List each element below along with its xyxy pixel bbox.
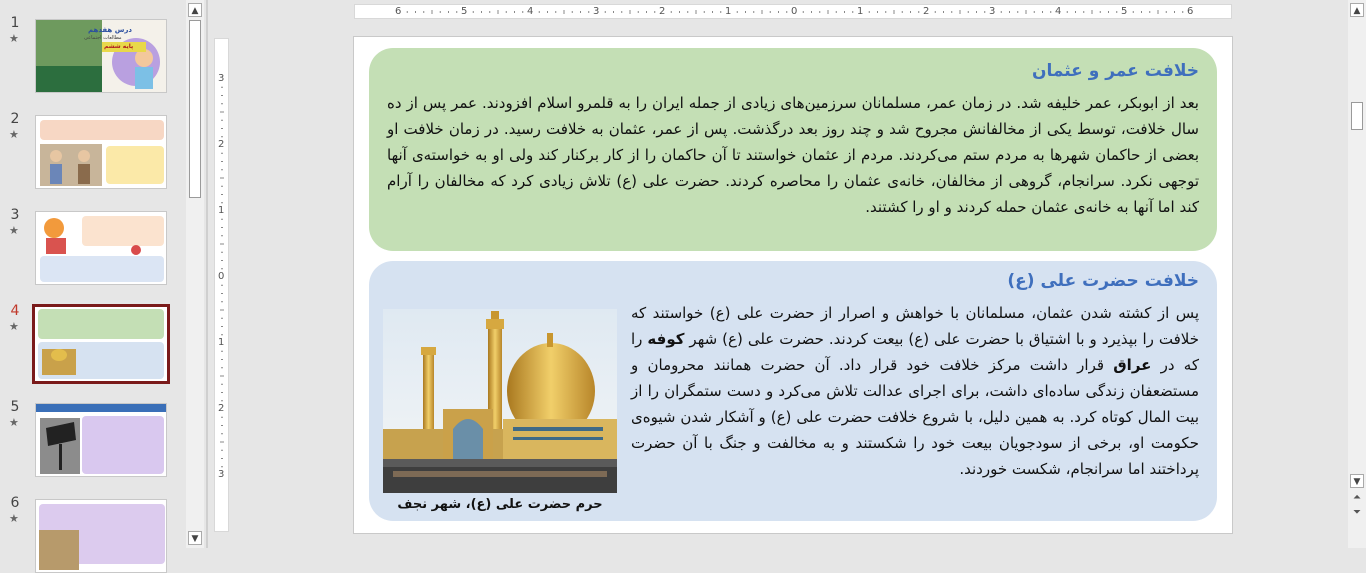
thumbnail-scrollbar[interactable]	[186, 0, 204, 548]
next-slide-icon[interactable]: ⏷	[1353, 507, 1361, 518]
ruler-label: 6	[395, 6, 402, 17]
animation-star-icon: ★	[9, 224, 19, 237]
ruler-label: 2	[218, 139, 225, 150]
thumbnail-row-4[interactable]	[0, 303, 186, 389]
previous-slide-icon[interactable]: ⏶	[1353, 492, 1361, 503]
ruler-label: 3	[593, 6, 600, 17]
thumbnail-1-title: درس هفدهم	[88, 26, 132, 34]
ruler-label: 1	[218, 205, 225, 216]
slide-number: 6	[10, 495, 20, 511]
slide-number: 1	[10, 15, 20, 31]
pane-splitter[interactable]	[206, 0, 208, 548]
ruler-label: 2	[659, 6, 666, 17]
ruler-label: 0	[791, 6, 798, 17]
horizontal-ruler	[354, 4, 1232, 19]
slide-number: 4	[10, 303, 20, 319]
scroll-up-arrow-icon[interactable]: ▲	[188, 3, 202, 17]
slide-number: 5	[10, 399, 20, 415]
ruler-label: 1	[857, 6, 864, 17]
ruler-label: 5	[461, 6, 468, 17]
ruler-label: 5	[1121, 6, 1128, 17]
ruler-label: 6	[1187, 6, 1194, 17]
slide-thumbnail-pane	[0, 0, 186, 548]
box1-paragraph: بعد از ابوبکر، عمر خلیفه شد. در زمان عمر، مسلمانان سرزمین‌های زیادی از جمله ایران را به قلمرو اسلام افزودند. عمر پس از ده سال خلافت، توسط یکی از مخالفانش مجروح شد و چند روز بعد درگذشت. پس از عمر، عثمان به خلافت رسید. در زمان خلافت او بعضی از حاکمان شهرها به مردم ستم می‌کردند. مردم از عثمان خواستند تا آن حاکمان را از کار برکنار کند ولی او به خواسته‌ی آنها توجهی نکرد. سرانجام، گروهی از مخالفان، خانه‌ی عثمان را محاصره کردند. حضرت علی (ع) تلاش زیادی کرد که مخالفان را آرام کند اما آنها به خانه‌ی عثمان حمله کردند و او را کشتند.	[387, 94, 1199, 216]
box2-text-1: پس از کشته شدن عثمان، مسلمانان با خواهش و اصرار از حضرت علی (ع) خواستند که خلافت را بپذیرد و با اشتیاق با حضرت علی (ع) بیعت کردند. حضرت علی (ع) شهر	[631, 304, 1199, 348]
scroll-up-arrow-icon[interactable]: ▲	[1350, 3, 1364, 17]
scroll-down-arrow-icon[interactable]: ▼	[1350, 474, 1364, 488]
ruler-label: 0	[218, 271, 225, 282]
box2-bold-kufa: کوفه	[647, 330, 685, 348]
slide-number: 2	[10, 111, 20, 127]
thumbnail-6-graphic	[36, 500, 167, 573]
ruler-ticks	[215, 39, 230, 533]
thumbnail-5-graphic	[36, 404, 167, 477]
thumbnail-row-3[interactable]	[0, 207, 186, 291]
ruler-label: 1	[218, 337, 225, 348]
animation-star-icon: ★	[9, 32, 19, 45]
scrollbar-thumb[interactable]	[1351, 102, 1363, 130]
box2-paragraph	[631, 300, 1199, 482]
imam-ali-shrine-image	[383, 309, 617, 493]
thumbnail-row-2[interactable]	[0, 111, 186, 195]
ruler-label: 2	[923, 6, 930, 17]
editor-scrollbar[interactable]	[1348, 0, 1366, 548]
thumbnail-3-graphic	[36, 212, 167, 285]
thumbnail-4-graphic	[35, 307, 167, 381]
animation-star-icon: ★	[9, 320, 19, 333]
slide-thumbnail-3[interactable]	[35, 211, 167, 285]
caliphate-umar-uthman-box[interactable]	[369, 48, 1217, 251]
animation-star-icon: ★	[9, 128, 19, 141]
shrine-photo[interactable]	[383, 309, 617, 493]
slide-thumbnail-6[interactable]	[35, 499, 167, 573]
slide-thumbnail-2[interactable]	[35, 115, 167, 189]
box2-bold-iraq: عراق	[1113, 356, 1152, 374]
thumbnail-2-graphic	[36, 116, 167, 189]
box1-heading: خلافت عمر و عثمان	[1031, 61, 1199, 81]
ruler-label: 3	[989, 6, 996, 17]
slide-thumbnail-4-selected[interactable]	[32, 304, 170, 384]
slide-thumbnail-5[interactable]	[35, 403, 167, 477]
scrollbar-thumb[interactable]	[189, 20, 201, 198]
thumbnail-1-subtitle: مطالعات اجتماعی	[84, 35, 122, 41]
vertical-ruler	[214, 38, 229, 532]
thumbnail-row-6[interactable]	[0, 495, 186, 555]
ruler-label: 2	[218, 403, 225, 414]
thumbnail-row-5[interactable]	[0, 399, 186, 483]
box2-text-3: قرار داشت مرکز خلافت خود قرار داد. آن حضرت همانند محرومان و مستضعفان زندگی ساده‌ای داشت، برای اجرای عدالت تلاش می‌کرد و دست ستمگران را از بیت المال کوتاه کرد. به همین دلیل، با شروع خلافت حضرت علی (ع) و آشکار شدن شیوه‌ی حکومت او، برخی از سودجویان بیعت خود را شکستند و به مخالفت و جنگ با آن حضرت پرداختند اما سرانجام، شکست خوردند.	[631, 356, 1199, 478]
thumbnail-row-1[interactable]	[0, 15, 186, 99]
ruler-label: 4	[527, 6, 534, 17]
ruler-label: 1	[725, 6, 732, 17]
animation-star-icon: ★	[9, 416, 19, 429]
animation-star-icon: ★	[9, 512, 19, 525]
thumbnail-1-badge: پایه ششم	[104, 43, 134, 50]
box2-text-2: را که در	[631, 330, 1199, 374]
caliphate-ali-box[interactable]	[369, 261, 1217, 521]
ruler-label: 4	[1055, 6, 1062, 17]
scroll-down-arrow-icon[interactable]: ▼	[188, 531, 202, 545]
ruler-label: 3	[218, 469, 225, 480]
slide-thumbnail-1[interactable]	[35, 19, 167, 93]
slide-number: 3	[10, 207, 20, 223]
ruler-label: 3	[218, 73, 225, 84]
slide-canvas[interactable]	[353, 36, 1233, 534]
photo-caption: حرم حضرت علی (ع)، شهر نجف	[397, 497, 603, 512]
box2-heading: خلافت حضرت علی (ع)	[1007, 271, 1199, 291]
